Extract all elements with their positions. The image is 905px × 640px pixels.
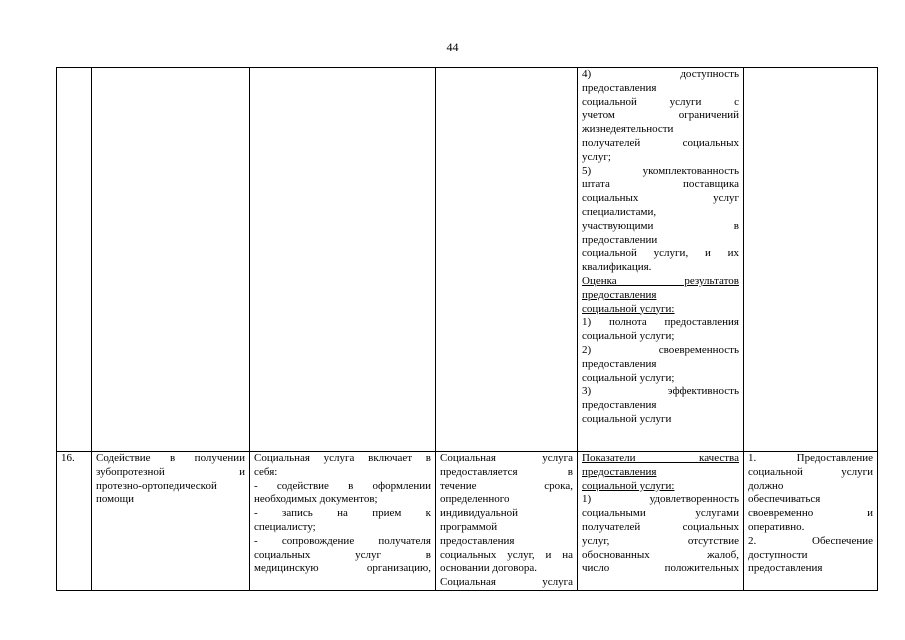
text-line: число положительных: [582, 562, 739, 575]
section-heading: Оценка результатов: [582, 274, 739, 287]
cell-service-conditions: [744, 452, 878, 591]
text-line: 1) удовлетворенность: [582, 493, 739, 506]
text-line: специалисту;: [254, 520, 316, 533]
cell-service-description: [250, 452, 436, 591]
section-heading: предоставления: [582, 465, 657, 478]
text-line: зубопротезной и: [96, 465, 245, 478]
section-heading: Показатели качества: [582, 452, 739, 464]
cell-quality-indicators-16: [578, 452, 744, 591]
text-line: получателей социальных: [582, 136, 739, 149]
text-line: доступности: [748, 548, 808, 561]
table-row-16: [57, 452, 878, 591]
cell-number-empty: [57, 68, 92, 452]
text-line: программой: [440, 520, 498, 533]
text-line: услуг;: [582, 150, 611, 163]
cell-term-empty: [436, 68, 578, 452]
text-line: 2) своевременность: [582, 343, 739, 356]
text-line: течение срока,: [440, 479, 573, 492]
text-line: - содействие в оформлении: [254, 479, 431, 492]
text-line: учетом ограничений: [582, 109, 739, 122]
cell-quality-indicators: [578, 68, 744, 452]
text-line: 3) эффективность: [582, 385, 739, 398]
cell-description-empty: [250, 68, 436, 452]
cell-service-name: [92, 452, 250, 591]
text-line: 1) полнота предоставления: [582, 316, 739, 329]
text-line: участвующими в: [582, 219, 739, 232]
text-line: специалистами,: [582, 205, 657, 218]
text-line: социальных услуг в: [254, 548, 431, 561]
text-line: себя:: [254, 465, 278, 478]
text-line: предоставления: [582, 399, 657, 412]
text-line: оперативно.: [748, 520, 805, 533]
text-line: своевременно и: [748, 507, 873, 520]
text-line: помощи: [96, 493, 134, 506]
text-line: предоставления: [440, 534, 515, 547]
text-line: 4) доступность: [582, 68, 739, 80]
text-line: предоставления: [582, 81, 657, 94]
table-row-continuation: [57, 68, 878, 452]
text-line: протезно-ортопедической: [96, 479, 217, 492]
text-line: социальной услуги;: [582, 330, 675, 343]
text-line: услуг, отсутствие: [582, 534, 739, 547]
text-line: предоставлении: [582, 233, 658, 246]
text-line: социальной услуги, и их: [582, 247, 739, 260]
section-heading: предоставления: [582, 288, 657, 301]
text-line: основании договора.: [440, 562, 537, 575]
text-line: получателей социальных: [582, 520, 739, 533]
text-line: штата поставщика: [582, 178, 739, 191]
text-line: социальной услуги: [582, 412, 672, 425]
section-heading: социальной услуги:: [582, 479, 675, 492]
text-line: социальной услуги;: [582, 371, 675, 384]
text-line: Содействие в получении: [96, 452, 245, 464]
text-line: Социальная услуга: [440, 452, 573, 464]
text-line: медицинскую организацию,: [254, 562, 431, 575]
text-line: квалификация.: [582, 261, 652, 274]
text-line: обоснованных жалоб,: [582, 548, 739, 561]
section-heading: социальной услуги:: [582, 302, 675, 315]
text-line: обеспечиваться: [748, 493, 821, 506]
text-line: жизнедеятельности: [582, 123, 674, 136]
text-line: предоставления: [748, 562, 823, 575]
cell-row-number: [57, 452, 92, 591]
text-line: предоставляется в: [440, 465, 573, 478]
page-number: 44: [446, 40, 459, 54]
text-line: определенного: [440, 493, 510, 506]
text-line: индивидуальной: [440, 507, 519, 520]
text-line: социальных услуг: [582, 192, 739, 205]
cell-service-empty: [92, 68, 250, 452]
text-line: должно: [748, 479, 784, 492]
text-line: социальными услугами: [582, 507, 739, 520]
text-line: необходимых документов;: [254, 493, 378, 506]
cell-conditions-empty: [744, 68, 878, 452]
text-line: предоставления: [582, 357, 657, 370]
text-line: социальных услуг, и на: [440, 548, 573, 561]
row-number: 16.: [61, 452, 75, 464]
text-line: 5) укомплектованность: [582, 164, 739, 177]
text-line: социальной услуги: [748, 465, 873, 478]
services-table: [56, 67, 878, 591]
text-line: 2. Обеспечение: [748, 534, 873, 547]
text-line: - запись на прием к: [254, 507, 431, 520]
text-line: социальной услуги с: [582, 95, 739, 108]
text-line: 1. Предоставление: [748, 452, 873, 464]
text-line: Социальная услуга: [440, 576, 573, 589]
cell-service-term: [436, 452, 578, 591]
text-line: - сопровождение получателя: [254, 534, 431, 547]
text-line: Социальная услуга включает в: [254, 452, 431, 464]
